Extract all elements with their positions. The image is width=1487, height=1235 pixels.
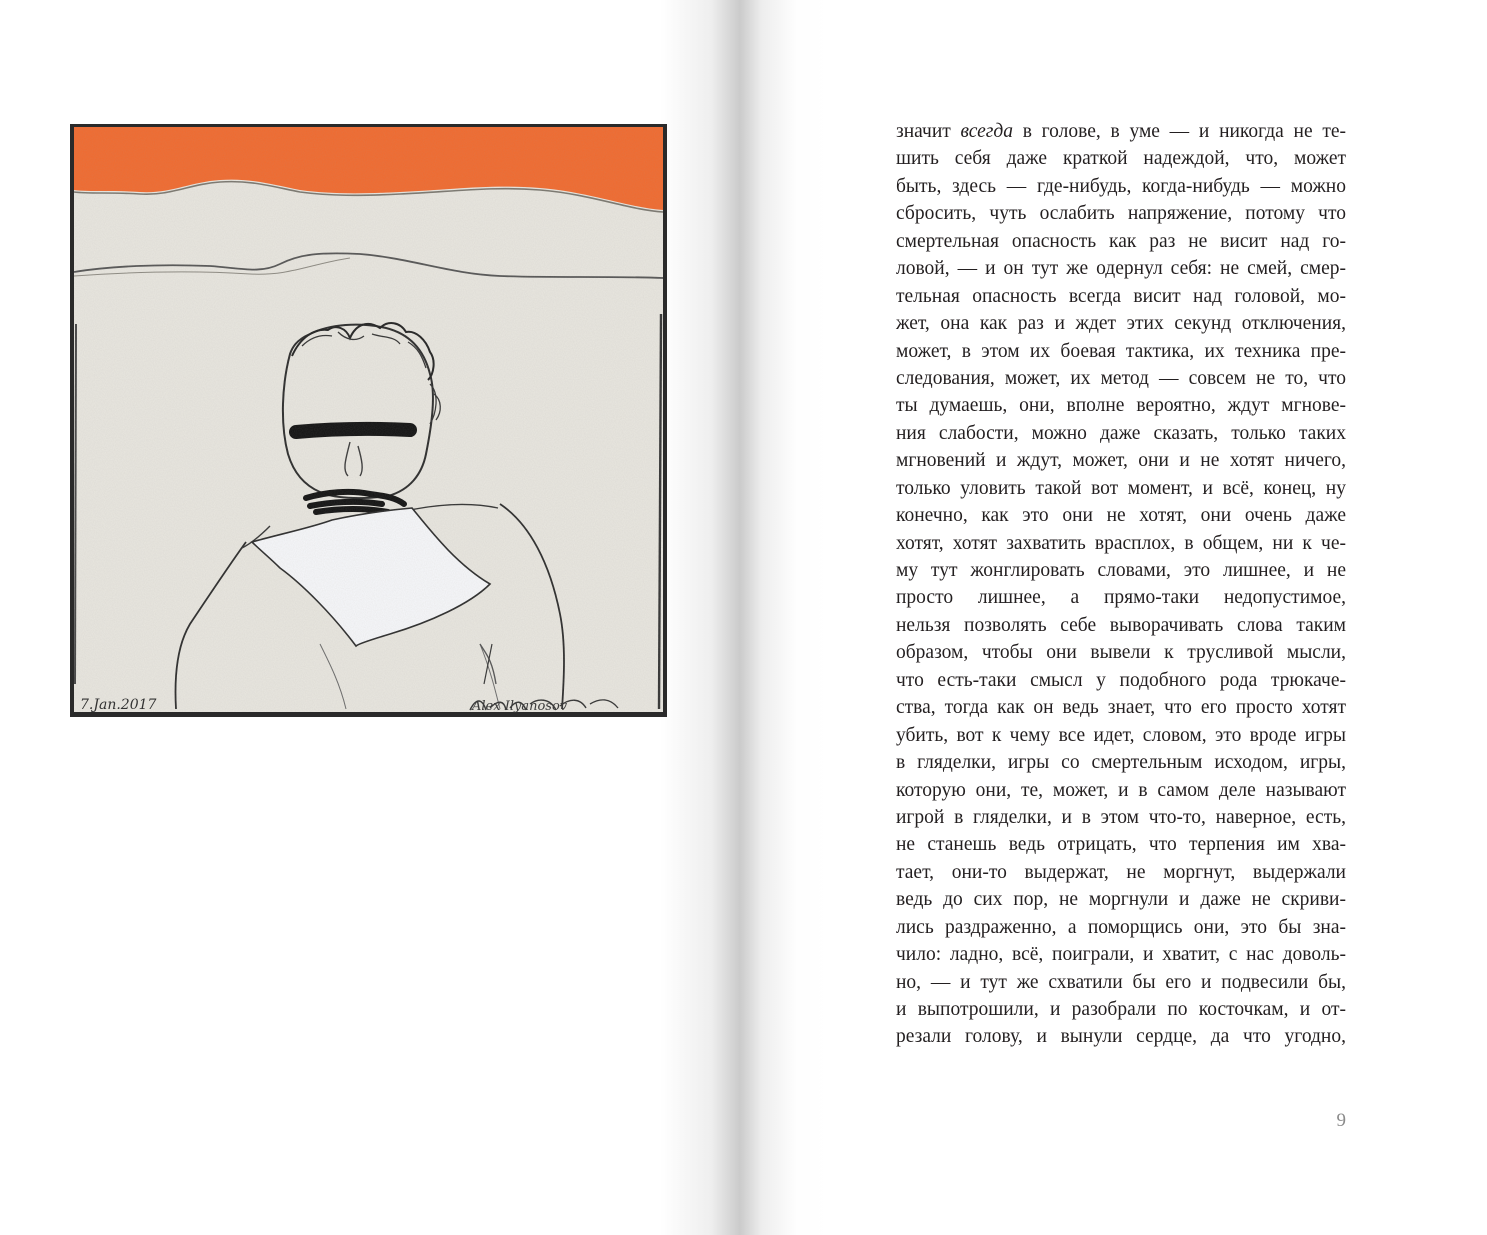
text-line-18: просто лишнее, а прямо-таки недопустимое,: [896, 587, 1346, 609]
text-line-5: смертельная опасность как раз не висит над го-: [896, 230, 1346, 252]
text-line-32: но, — и тут же схватили бы его и подвесили бы,: [896, 971, 1346, 993]
text-line-1: значит всегда в голове, в уме — и никогда не те-: [896, 121, 1346, 142]
text-line-13: мгновений и ждут, может, они и не хотят ничего,: [896, 450, 1346, 472]
text-line-29: ведь до сих пор, не моргнули и даже не скриви-: [896, 889, 1346, 911]
text-line-20: образом, чтобы они вывели к трусливой мысли,: [896, 642, 1346, 664]
artwork-illustration: [70, 124, 667, 717]
text-line-9: может, в этом их боевая тактика, их техника пре-: [896, 340, 1346, 362]
artwork-signature: Alex Ilyanosov: [472, 699, 568, 714]
text-line-31: чило: ладно, всё, поиграли, и хватит, с нас доволь-: [896, 944, 1346, 966]
text-line-21: что есть-таки смысл у подобного рода трюкаче-: [896, 669, 1346, 691]
text-line-16: хотят, хотят захватить врасплох, в общем, ни к че-: [896, 532, 1346, 554]
text-line-15: конечно, как это они не хотят, они очень даже: [896, 505, 1346, 527]
text-line-10: следования, может, их метод — совсем не то, что: [896, 367, 1346, 389]
text-line-24: в гляделки, игры со смертельным исходом, игры,: [896, 752, 1346, 774]
artwork-date-inscription: 7.Jan.2017: [80, 697, 157, 713]
text-line-7: тельная опасность всегда висит над головой, мо-: [896, 285, 1346, 307]
text-line-19: нельзя позволять себе выворачивать слова таким: [896, 614, 1346, 636]
text-line-6: ловой, — и он тут же одернул себя: не смей, смер-: [896, 258, 1346, 280]
text-line-25: которую они, те, может, и в самом деле называют: [896, 779, 1346, 801]
text-line-30: лись раздраженно, а поморщись они, это бы зна-: [896, 916, 1346, 938]
page-number: 9: [1336, 1110, 1346, 1131]
text-line-27: не станешь ведь отрицать, что терпения им хва-: [896, 834, 1346, 856]
text-line-2: шить себя даже краткой надеждой, что, может: [896, 148, 1346, 170]
text-line-3: быть, здесь — где-нибудь, когда-нибудь — можно: [896, 175, 1346, 197]
text-line-8: жет, она как раз и ждет этих секунд отключения,: [896, 313, 1346, 335]
text-line-22: ства, тогда как он ведь знает, что его просто хотят: [896, 697, 1346, 719]
text-line-11: ты думаешь, они, вполне вероятно, ждут мгнове-: [896, 395, 1346, 417]
text-line-33: и выпотрошили, и разобрали по косточкам, и от-: [896, 999, 1346, 1020]
text-line-4: сбросить, чуть ослабить напряжение, потому что: [896, 203, 1346, 225]
text-line-26: игрой в гляделки, и в этом что-то, наверное, есть,: [896, 806, 1346, 828]
text-line-12: ния слабости, можно даже сказать, только таких: [896, 422, 1346, 444]
text-line-28: тает, они-то выдержат, не моргнут, выдержали: [896, 861, 1346, 883]
text-line-23: убить, вот к чему все идет, словом, это вроде игры: [896, 724, 1346, 746]
text-line-14: только уловить такой вот момент, и всё, конец, ну: [896, 477, 1346, 499]
page-body-text: [896, 118, 1346, 1051]
text-line-34: резали голову, и вынули сердце, да что угодно,: [896, 1026, 1346, 1048]
text-line-17: му тут жонглировать словами, это лишнее, и не: [896, 560, 1346, 581]
book-gutter-shadow: [660, 0, 830, 1235]
